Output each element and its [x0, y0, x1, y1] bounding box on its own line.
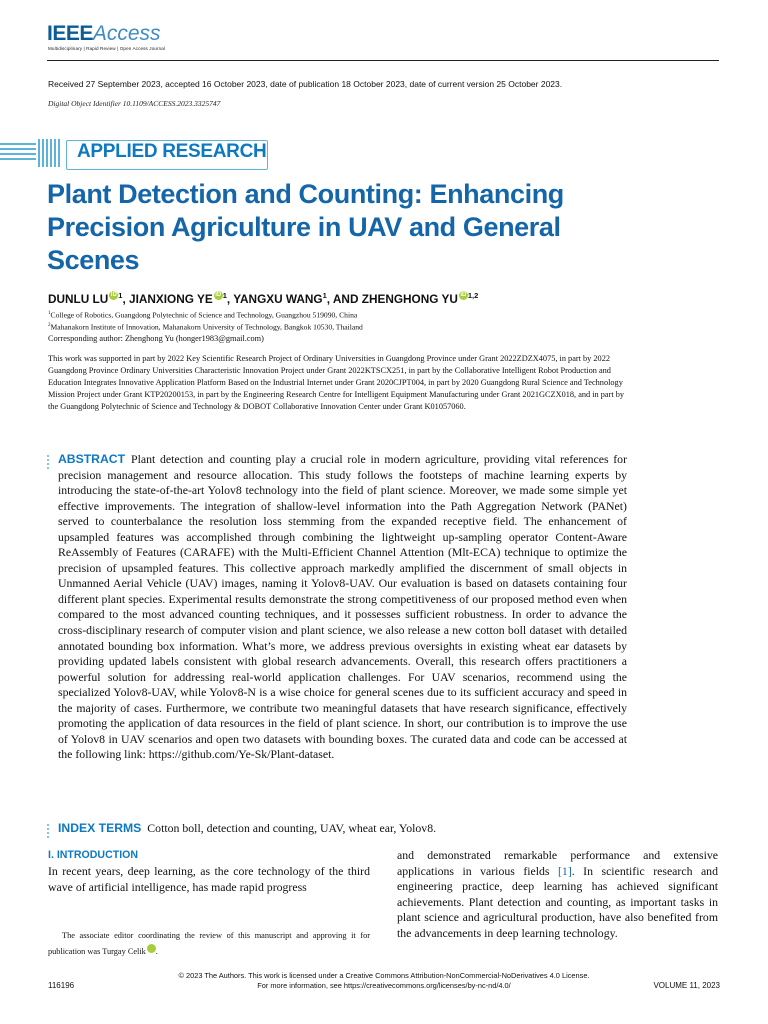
index-terms-text: Cotton boll, detection and counting, UAV, wheat ear, Yolov8. [147, 821, 437, 835]
affiliation-marker: 1 [118, 291, 123, 300]
affiliation-marker: 1,2 [467, 291, 479, 300]
affiliation-marker: 1 [322, 291, 327, 300]
paper-title: Plant Detection and Counting: Enhancing Precision Agriculture in UAV and General Scenes [47, 179, 564, 275]
affiliations [48, 309, 363, 332]
license-link[interactable]: For more information, see https://creativecommons.org/licenses/by-nc-nd/4.0/ [257, 981, 511, 990]
header-rule [47, 60, 719, 61]
abstract [58, 452, 627, 763]
badge-stripes-icon [0, 137, 70, 169]
doi-line: Digital Object Identifier 10.1109/ACCESS.2023.3325747 [48, 99, 221, 108]
citation-link[interactable]: [1] [558, 863, 572, 878]
intro-text: and demonstrated remarkable performance and extensive applications in various fields [397, 848, 718, 878]
logo-access: Access [92, 22, 161, 45]
received-dates: Received 27 September 2023, accepted 16 October 2023, date of publication 18 October 2023, date of current version 25 October 2023. [48, 79, 563, 89]
affiliation-number: 1 [48, 311, 51, 316]
affiliation-number: 2 [48, 322, 51, 328]
orcid-icon[interactable]: iD [460, 292, 467, 298]
intro-column-right [397, 848, 718, 941]
affiliation-marker: 1 [222, 291, 227, 300]
author-name: , YANGXU WANG [226, 291, 323, 306]
editor-footnote [48, 928, 370, 960]
abstract-text: Plant detection and counting play a crucial role in modern agriculture, providing vital references for precision management and resource allocation. This study follows the footsteps of machine learning experts by introducing the state-of-the-art Yolov8 technology into the field of plant science. Moreover, we made some simple yet effective improvements. The integration of shallow-level information into the Path Aggregation Network (PANet) served to counterbalance the resolution loss stemming from the expanded receptive field. The enhancement of upsampled features was accomplished through combining the lightweight up-sampling operator Content-Aware ReAssembly of Features (CARAFE) with the Multi-Efficient Channel Attention (Mlt-ECA) technique to optimize the precision of upsampled features. This collective approach markedly amplified the discernment of small objects in Unmanned Aerial Vehicle (UAV) images, naming it Yolov8-UAV. Our evaluation is based on datasets containing four different plant species. Experimental results demonstrate the strong competitiveness of our proposed method even when compared to the most advanced counting techniques, and it possesses sufficient robustness. In order to advance the cross-disciplinary research of computer vision and plant science, we also release a new cotton boll dataset with detailed annotated bounding box information. What’s more, we address previous oversights in existing wheat ear datasets by providing updated labels consistent with global research advancements. Overall, this research offers practitioners a powerful solution for addressing real-world application challenges. For UAV scenarios, recommend using the specialized Yolov8-UAV, while Yolov8-N is a wise choice for general scenes due to its sufficient accuracy and speed in the majority of cases. Furthermore, we contribute two meaningful datasets that have research significance, effectively promoting the application of data resources in the field of plant science. In short, our contribution is to improve the use of Yolov8 in UAV scenarios and open two datasets with bounding boxes. The curated data and code can be accessed at the following link: https://github.com/Ye-Sk/Plant-dataset. [58, 452, 627, 762]
affiliation-text: Mahanakorn Institute of Innovation, Mahanakorn University of Technology, Bangkok 10530, Thailand [50, 322, 363, 332]
abstract-label: ABSTRACT [58, 452, 126, 466]
orcid-icon[interactable]: iD [147, 944, 156, 953]
intro-column-left: In recent years, deep learning, as the core technology of the third wave of artificial intelligence, has made rapid progress [48, 864, 370, 894]
author-name: , AND ZHENGHONG YU [326, 291, 458, 306]
author-name: , JIANXIONG YE [122, 291, 213, 306]
page-number: 116196 [48, 981, 75, 990]
orcid-icon[interactable]: iD [110, 292, 117, 298]
affiliation-line [48, 309, 363, 321]
logo-tagline: Multidisciplinary | Rapid Review | Open Access Journal [48, 46, 166, 51]
abstract-marker-icon [47, 455, 50, 471]
affiliation-text: College of Robotics, Guangdong Polytechnic of Science and Technology, Guangzhou 519090, China [50, 310, 358, 320]
index-terms-marker-icon [47, 824, 50, 840]
corresponding-author: Corresponding author: Zhenghong Yu (honger1983@gmail.com) [48, 334, 264, 343]
volume-info: VOLUME 11, 2023 [653, 981, 720, 990]
journal-logo [47, 22, 161, 46]
orcid-icon[interactable]: iD [215, 292, 222, 298]
section-heading: I. INTRODUCTION [48, 849, 139, 861]
author-list [48, 291, 478, 306]
index-terms-label: INDEX TERMS [58, 821, 142, 835]
logo-ieee: IEEE [47, 22, 93, 45]
license-line: © 2023 The Authors. This work is licensed under a Creative Commons Attribution-NonCommercial-NoDerivatives 4.0 License. [178, 971, 590, 980]
index-terms [58, 821, 436, 836]
funding-statement: This work was supported in part by 2022 Key Scientific Research Project of Ordinary Universities in Guangdong Province under Grant 2022ZDZX4075, in part by 2022 Guangdong Province Ordinary Universities Characteristic Innovation Project under Grant 2022KTSCX251, in part by the Collaborative Intelligent Robot Production and Education Integrates Innovative Application Platform Based on the Industrial Internet under Grant 2020CJPT004, in part by 2020 Guangdong Rural Science and Technology Mission Project under Grant KTP20200153, in part by the Engineering Research Centre for Intelligent Equipment Manufacturing under Grant 2021GCZX018, and in part by the Guangdong Polytechnic of Science and Technology & DOBOT Collaborative Innovation Center under Grant K01057060. [48, 354, 625, 412]
author-name: DUNLU LU [48, 291, 109, 306]
intro-text: . In scientific research and engineering practice, deep learning has achieved significant achievements. Plant detection and counting, as important tasks in plant science and agricultural production, have also benefited from the advancements in deep learning technology. [397, 863, 718, 940]
editor-note-text: The associate editor coordinating the review of this manuscript and approving it for publication was Turgay Celik [48, 931, 370, 956]
section-badge: APPLIED RESEARCH [77, 141, 267, 162]
affiliation-line [48, 321, 363, 333]
editor-note-end: . [155, 947, 158, 956]
